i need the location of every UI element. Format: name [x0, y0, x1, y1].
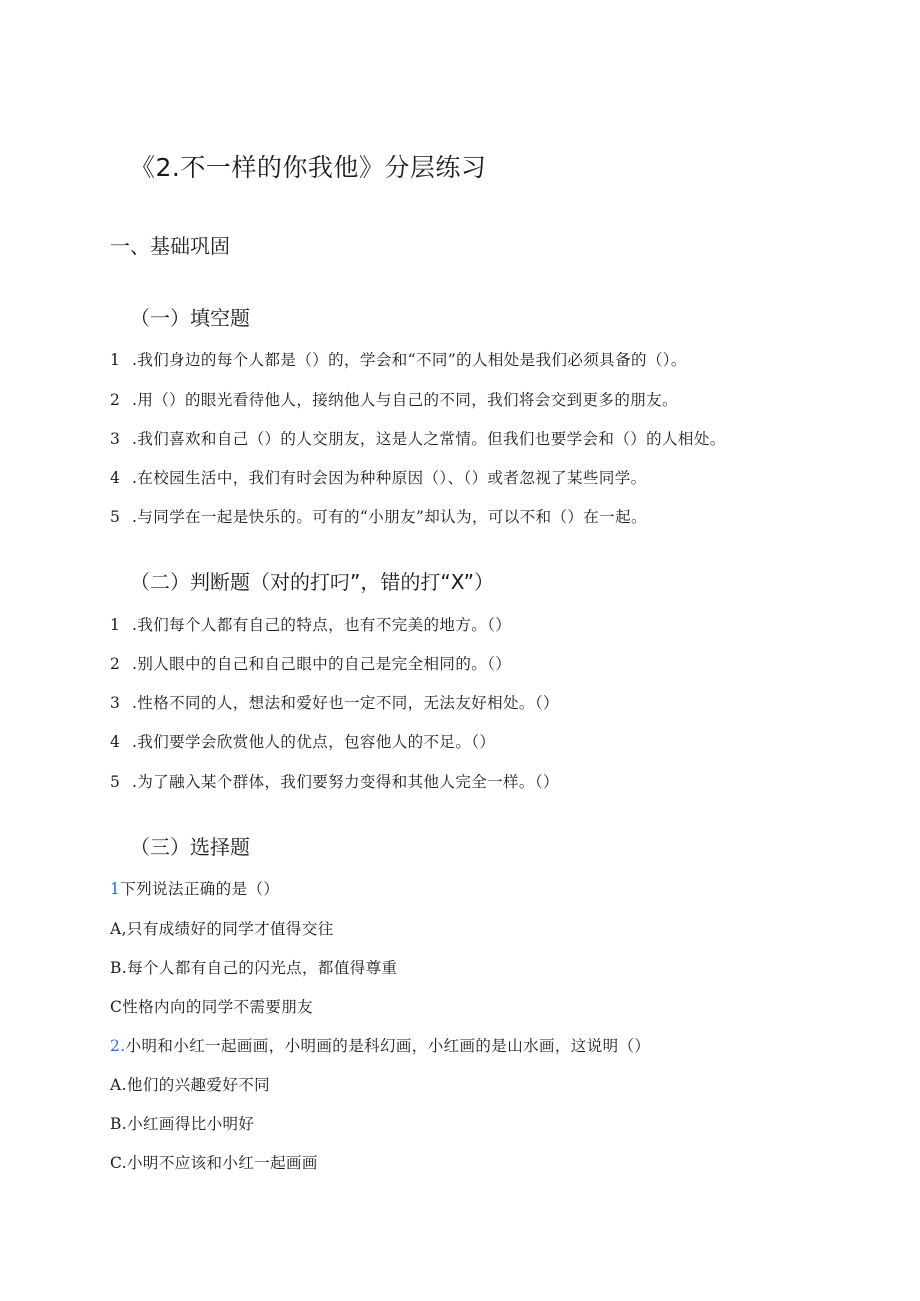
judge-question-3: [110, 691, 559, 713]
question-number: 1: [110, 351, 121, 369]
judge-question-5: [110, 770, 559, 792]
question-number: 4: [110, 733, 121, 751]
question-text: .用（）的眼光看待他人，接纳他人与自己的不同，我们将会交到更多的朋友。: [132, 391, 678, 409]
question-text: 下列说法正确的是（）: [120, 880, 280, 898]
judge-question-1: [110, 613, 511, 635]
question-text: .性格不同的人，想法和爱好也一定不同，无法友好相处。（）: [132, 694, 559, 712]
question-text: .我们要学会欣赏他人的优点，包容他人的不足。（）: [132, 733, 496, 751]
question-text: .我们每个人都有自己的特点，也有不完美的地方。（）: [132, 616, 512, 634]
question-text: .别人眼中的自己和自己眼中的自己是完全相同的。（）: [132, 655, 512, 673]
fill-blank-heading: （一）填空题: [130, 306, 250, 330]
fill-question-3: [110, 427, 726, 449]
question-number: 1: [110, 880, 121, 898]
question-text: .与同学在一起是快乐的。可有的“小朋友”却认为，可以不和（）在一起。: [132, 508, 647, 526]
question-number: 4: [110, 469, 121, 487]
question-number: 2: [110, 391, 121, 409]
question-text: .在校园生活中，我们有时会因为种种原因（）、（）或者忽视了某些同学。: [132, 469, 647, 487]
fill-question-5: [110, 505, 647, 527]
question-number: 1: [110, 616, 121, 634]
question-number: 5: [110, 508, 121, 526]
section-heading-basics: 一、基础巩固: [110, 234, 230, 258]
fill-question-2: [110, 388, 678, 410]
question-number: 2: [110, 655, 121, 673]
question-text: .我们喜欢和自己（）的人交朋友，这是人之常情。但我们也要学会和（）的人相处。: [132, 430, 726, 448]
choice-question-1: [110, 877, 279, 899]
judge-question-4: [110, 730, 495, 752]
question-number: 2.: [110, 1037, 126, 1055]
question-text: .我们身边的每个人都是（）的，学会和“不同”的人相处是我们必须具备的（）。: [132, 351, 687, 369]
fill-question-4: [110, 466, 647, 488]
multiple-choice-heading: （三）选择题: [130, 835, 250, 859]
question-number: 3: [110, 694, 121, 712]
fill-question-1: [110, 348, 687, 370]
question-text: 小明和小红一起画画，小明画的是科幻画，小红画的是山水画，这说明（）: [125, 1037, 651, 1055]
choice-option-c: C.小明不应该和小红一起画画: [110, 1154, 318, 1172]
choice-option-a: A.他们的兴趣爱好不同: [110, 1076, 271, 1094]
page-title: 《2.不一样的你我他》分层练习: [130, 153, 487, 182]
true-false-heading: （二）判断题（对的打叼”，错的打“X”）: [130, 570, 494, 594]
choice-option-b: B.小红画得比小明好: [110, 1115, 255, 1133]
question-text: .为了融入某个群体，我们要努力变得和其他人完全一样。（）: [132, 773, 559, 791]
choice-question-2: [110, 1034, 650, 1056]
choice-option-a: A,只有成绩好的同学才值得交往: [110, 920, 334, 938]
question-number: 3: [110, 430, 121, 448]
question-number: 5: [110, 773, 121, 791]
choice-option-b: B.每个人都有自己的闪光点，都值得尊重: [110, 959, 398, 977]
judge-question-2: [110, 652, 511, 674]
choice-option-c: C性格内向的同学不需要朋友: [110, 998, 314, 1016]
